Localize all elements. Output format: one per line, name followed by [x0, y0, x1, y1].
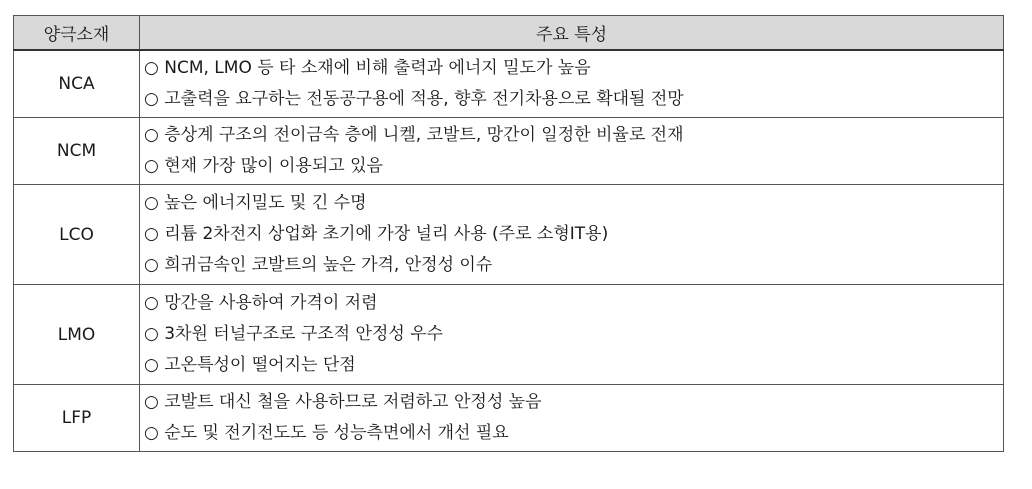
- characteristic-line: ○ 망간을 사용하여 가격이 저렴: [144, 293, 378, 313]
- header-material: 양극소재: [14, 16, 140, 51]
- material-cell: NCM: [14, 118, 140, 185]
- table-row-lmo: [14, 285, 1004, 385]
- characteristic-line: ○ 3차원 터널구조로 구조적 안정성 우수: [144, 324, 443, 344]
- header-row: [14, 16, 1004, 51]
- table-row-ncm: [14, 118, 1004, 185]
- cathode-materials-table: [13, 15, 1004, 452]
- characteristic-line: ○ NCM, LMO 등 타 소재에 비해 출력과 에너지 밀도가 높음: [144, 58, 591, 78]
- material-cell: LCO: [14, 185, 140, 285]
- characteristics-cell: [140, 385, 1004, 452]
- characteristics-cell: [140, 50, 1004, 118]
- table-row-lfp: [14, 385, 1004, 452]
- characteristic-line: ○ 층상계 구조의 전이금속 층에 니켈, 코발트, 망간이 일정한 비율로 전재: [144, 125, 684, 145]
- characteristic-line: ○ 현재 가장 많이 이용되고 있음: [144, 156, 383, 176]
- table-row-nca: [14, 50, 1004, 118]
- table-row-lco: [14, 185, 1004, 285]
- characteristics-cell: [140, 118, 1004, 185]
- characteristic-line: ○ 고출력을 요구하는 전동공구용에 적용, 향후 전기차용으로 확대될 전망: [144, 89, 684, 109]
- material-cell: LMO: [14, 285, 140, 385]
- characteristic-line: ○ 순도 및 전기전도도 등 성능측면에서 개선 필요: [144, 423, 509, 443]
- characteristic-line: ○ 리튬 2차전지 상업화 초기에 가장 널리 사용 (주로 소형IT용): [144, 224, 609, 244]
- characteristic-line: ○ 코발트 대신 철을 사용하므로 저렴하고 안정성 높음: [144, 392, 542, 412]
- characteristics-cell: [140, 185, 1004, 285]
- characteristics-cell: [140, 285, 1004, 385]
- material-cell: LFP: [14, 385, 140, 452]
- characteristic-line: ○ 고온특성이 떨어지는 단점: [144, 355, 356, 375]
- characteristic-line: ○ 높은 에너지밀도 및 긴 수명: [144, 193, 367, 213]
- material-cell: NCA: [14, 50, 140, 118]
- characteristic-line: ○ 희귀금속인 코발트의 높은 가격, 안정성 이슈: [144, 255, 493, 275]
- header-characteristics: 주요 특성: [140, 16, 1004, 51]
